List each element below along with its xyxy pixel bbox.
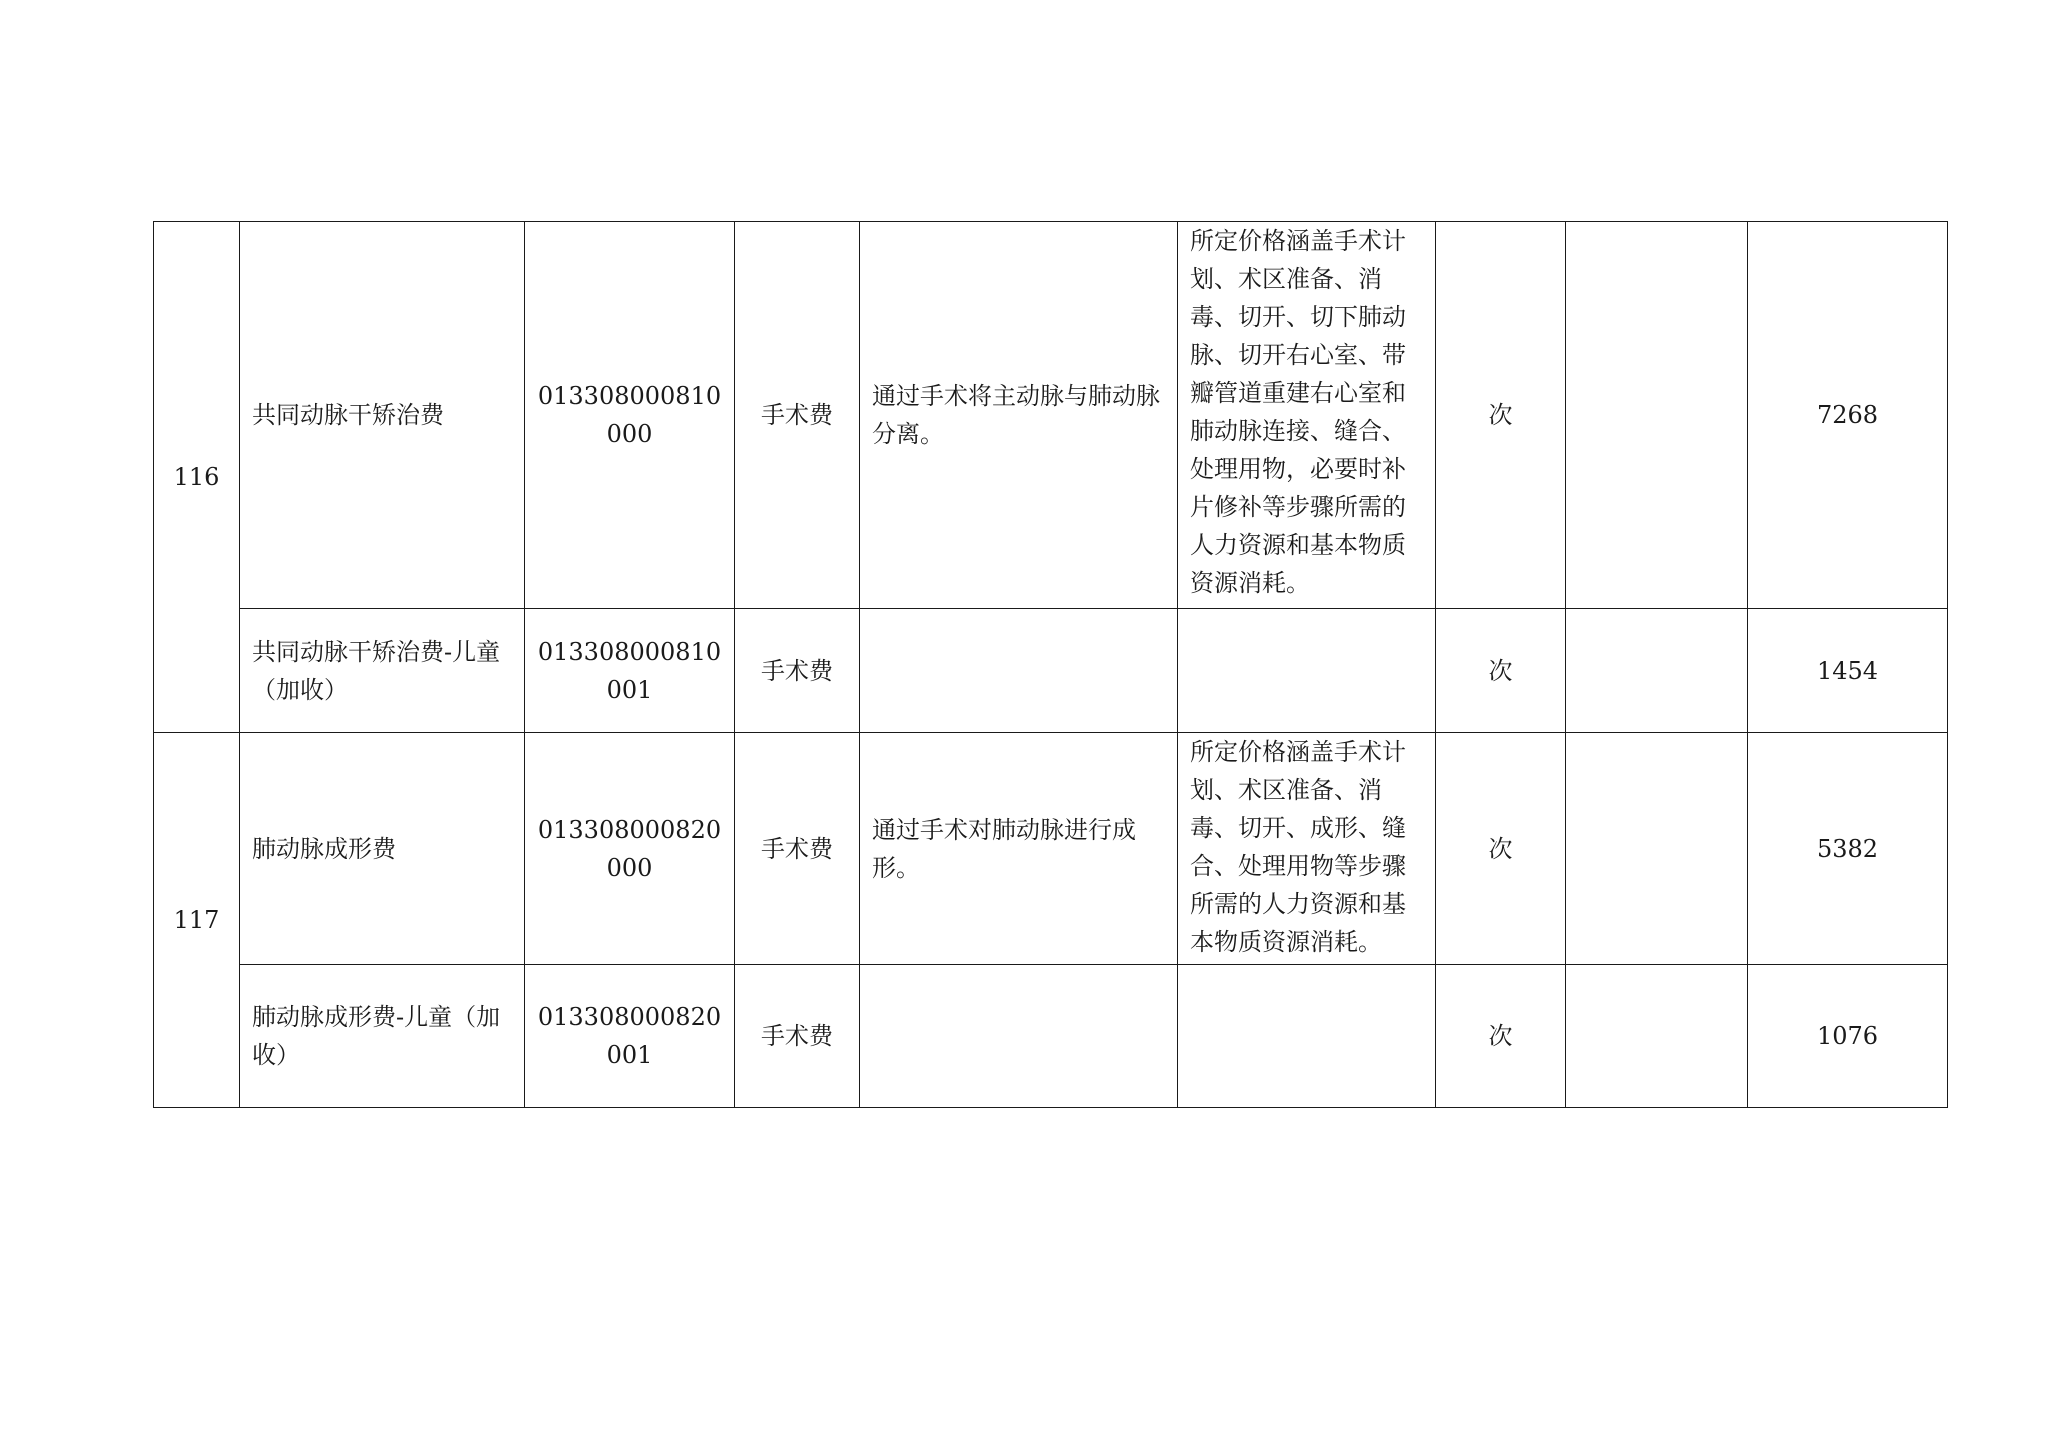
item-code-cell: 013308000810000 (525, 222, 735, 609)
price-cell: 5382 (1748, 733, 1948, 965)
item-name-cell: 共同动脉干矫治费 (240, 222, 525, 609)
price-table (153, 221, 1948, 1108)
note-cell (1566, 965, 1748, 1108)
unit-cell: 次 (1436, 965, 1566, 1108)
unit-cell: 次 (1436, 733, 1566, 965)
item-name-cell: 肺动脉成形费 (240, 733, 525, 965)
seq-cell: 117 (154, 733, 240, 1108)
table-row (154, 733, 1948, 965)
price-cell: 1454 (1748, 609, 1948, 733)
table-row (154, 609, 1948, 733)
fee-category-cell: 手术费 (735, 222, 860, 609)
price-coverage-cell: 所定价格涵盖手术计划、术区准备、消毒、切开、切下肺动脉、切开右心室、带瓣管道重建右心室和肺动脉连接、缝合、处理用物，必要时补片修补等步骤所需的人力资源和基本物质资源消耗。 (1178, 222, 1436, 609)
item-code-cell: 013308000810001 (525, 609, 735, 733)
fee-category-cell: 手术费 (735, 609, 860, 733)
fee-category-cell: 手术费 (735, 733, 860, 965)
price-cell: 1076 (1748, 965, 1948, 1108)
price-coverage-cell (1178, 965, 1436, 1108)
table-row (154, 222, 1948, 609)
item-code-cell: 013308000820000 (525, 733, 735, 965)
price-coverage-cell: 所定价格涵盖手术计划、术区准备、消毒、切开、成形、缝合、处理用物等步骤所需的人力资源和基本物质资源消耗。 (1178, 733, 1436, 965)
note-cell (1566, 222, 1748, 609)
table-row (154, 965, 1948, 1108)
service-content-cell (860, 965, 1178, 1108)
price-coverage-cell (1178, 609, 1436, 733)
note-cell (1566, 609, 1748, 733)
service-content-cell: 通过手术将主动脉与肺动脉分离。 (860, 222, 1178, 609)
unit-cell: 次 (1436, 222, 1566, 609)
note-cell (1566, 733, 1748, 965)
item-name-cell: 共同动脉干矫治费-儿童（加收） (240, 609, 525, 733)
seq-cell: 116 (154, 222, 240, 733)
unit-cell: 次 (1436, 609, 1566, 733)
service-content-cell: 通过手术对肺动脉进行成形。 (860, 733, 1178, 965)
price-cell: 7268 (1748, 222, 1948, 609)
item-name-cell: 肺动脉成形费-儿童（加收） (240, 965, 525, 1108)
fee-category-cell: 手术费 (735, 965, 860, 1108)
service-content-cell (860, 609, 1178, 733)
item-code-cell: 013308000820001 (525, 965, 735, 1108)
